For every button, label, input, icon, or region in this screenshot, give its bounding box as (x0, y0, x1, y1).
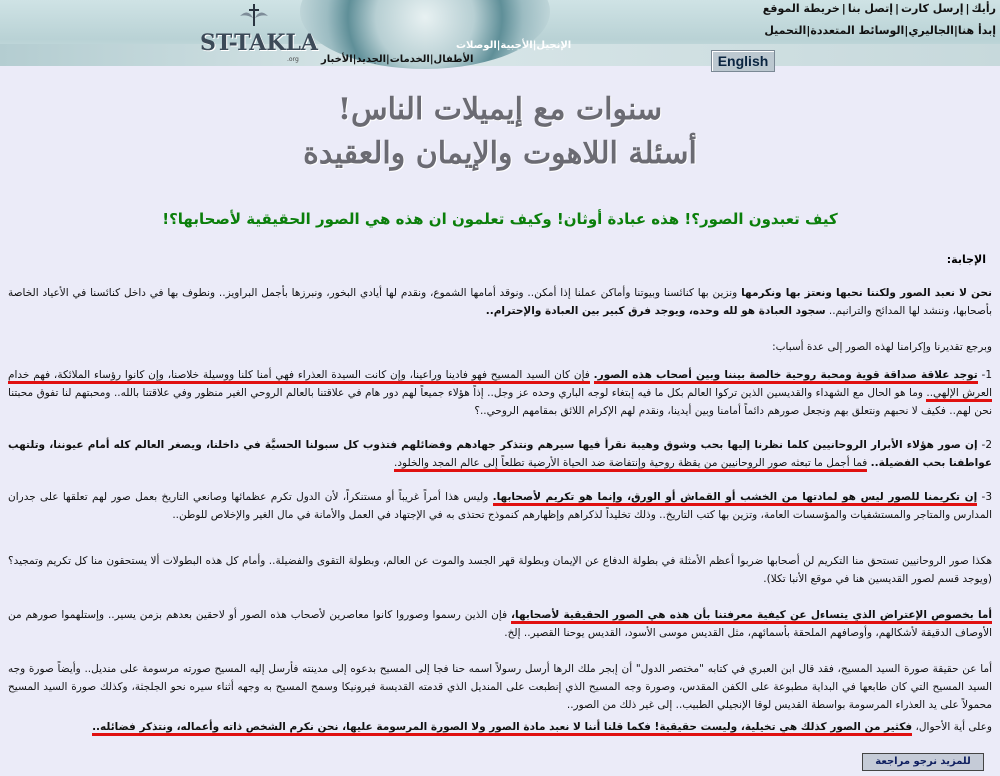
conclusion-bold: فكثير من الصور كذلك هي تخيلية، وليست حقيقية! فكما قلنا أننا لا نعبد مادة الصور ولا الصورة المرسومة عليها، نحن نكرم الشخص ذاته وأعماله، ونتذكر فضائله.. (92, 721, 912, 736)
nav-tabs-center (456, 40, 571, 51)
separator: | (532, 40, 537, 51)
reason-2-number: 2- (981, 439, 993, 451)
tab-agpeya[interactable]: الأجبية (500, 40, 533, 51)
tab-news[interactable]: الأخبار (321, 54, 353, 65)
site-logo[interactable]: ST-TAKLA (200, 30, 319, 56)
link-send-card[interactable]: إرسل كارت (901, 2, 964, 15)
paragraph-reasons: وبرجع تقديرنا وإكرامنا لهذه الصور إلى عدة أسباب: (772, 341, 992, 353)
site-logo-suffix: .org (287, 56, 299, 63)
link-start-here[interactable]: إبدأ هنا (957, 24, 996, 37)
objection-bold: أما بخصوص الإعتراض الذي يتساءل عن كيفية معرفتنا بأن هذه هي الصور الحقيقية لأصحابها، (511, 609, 992, 624)
separator: | (386, 54, 390, 65)
reason-2-bold2: فتذوب كل سبولنا الحسيَّة في داخلنا، ويصغر العالم كله أمام عيوننا، وتلتهب عواطفنا بحب الفضيلة.. (8, 439, 992, 469)
separator: | (841, 2, 846, 15)
answer-label: الإجابة: (946, 253, 986, 266)
reason-3-text: وليس هذا أمراً غريباً أو مستنكراً، لأن الدول تكرم عظمائها وصانعي التاريخ بعمل صور لهم تعلقها على جدران المدارس والمتاجر والمستشفيات والمؤسسات العامة، وتزين بها كتب التاريخ.. وذلك تخليداً لذكراهم وإظهارهم كنموذج تحتذى به في الإجتهاد في العمل والأمانة في مال الغير والإخلاص للوطن.. (8, 491, 992, 521)
intro-bold: نحن لا نعبد الصور ولكننا نحبها ونعتز بها ونكرمها (741, 287, 992, 299)
english-button[interactable]: English (711, 50, 775, 72)
conclusion-intro: وعلى أية الأحوال، (915, 721, 992, 733)
separator: | (953, 24, 958, 37)
paragraph-reason-1 (8, 366, 992, 420)
paragraph-reason-2 (8, 436, 992, 472)
paragraph-saints-images: هكذا صور الروحانيين تستحق منا التكريم لن أصحابها ضربوا أعظم الأمثلة في بطولة الدفاع عن الإيمان وبطولة قهر الجسد والموت عن العالم، وبطولة التقوى والفضيلة.. وأمام كل هذه البطولات ألا يستحقون منا كل تكريم وتمجيد؟ (ويوجد قسم لصور القديسين هنا في موقع الأنبا تكلا). (8, 555, 992, 585)
separator: | (904, 24, 909, 37)
paragraph-intro (8, 284, 992, 320)
link-contact[interactable]: إتصل بنا (847, 2, 893, 15)
reason-2-text-c: فما أجمل ما تبعثه صور الروحانيين من يقظة روحية وإنتفاضة ضد الحياة الأرضية تطلعاً إلى عالم المجد والخلود. (394, 457, 867, 472)
reason-3-number: 3- (981, 491, 993, 503)
separator: | (965, 2, 970, 15)
separator: | (352, 54, 357, 65)
paragraph-christ-image: أما عن حقيقة صورة السيد المسيح، فقد قال ابن العبري في كتابه "مختصر الدول" أن إبجر ملك الرها أرسل رسولاً اسمه حنا فجا إلى المسيح بدعوه إلى مدينته فأرسل إليه المسيح صورته مرسومة على منديل.. وأيضاً صورة وجه السيد المسيح التي كان طابعها في البداية مطبوعة على الكفن المقدس، وصورة وجه المسيح الذي إنطبعت على المنديل الذي قدمته القديسة فيرونيكا وسمح المسيح به وجهه أثناء سيره نحو الجلجثة، وكذلك صورة السيد المسيح محمولاً على يد العذراء المرسومة بواسطة القديس لوقا الإنجيلي الطبيب.. إلى غير ذلك من الصور.. (8, 663, 992, 711)
top-links-row2 (764, 24, 996, 37)
tab-services[interactable]: الخدمات (389, 54, 430, 65)
reason-3-bold: إن تكريمنا للصور ليس هو لمادتها من الخشب أو القماش أو الورق، وإنما هو تكريم لأصحابها. (493, 491, 978, 506)
page-title: سنوات مع إيميلات الناس! (337, 92, 663, 127)
page-subtitle: أسئلة اللاهوت والإيمان والعقيدة (303, 136, 697, 171)
link-sitemap[interactable]: خريطة الموقع (762, 2, 840, 15)
more-info-button[interactable]: للمزيد نرجو مراجعة (862, 753, 984, 771)
tab-new[interactable]: الجديد (356, 54, 387, 65)
paragraph-conclusion (8, 718, 992, 736)
reason-1-bold: توجد علاقة صداقة قوية ومحبة روحية خالصة بيننا وبين أصحاب هذه الصور. (594, 369, 978, 384)
objection-text: فإن الذين رسموا وصوروا كانوا معاصرين لأصحاب هذه الصور أو لاحقين بعدهم بزمن يسير.. وإستلهموا صورهم من الأوصاف الدقيقة لأشكالهم، وأوصافهم الملحقة بأسمائهم، مثل القديس موسى الأسود، القديس يوحنا القصير.. إلخ. (8, 609, 992, 639)
tab-gospel[interactable]: الإنجيل (536, 40, 572, 51)
separator: | (894, 2, 899, 15)
intro-text: ونزين بها كنائسنا وبيوتنا وأماكن عملنا إذا أمكن.. ونوقد أمامها الشموع، ونقدم لها أيادي البخور، ونبرزها بأجمل البراويز.. ونطوف بها في داخل كنائسنا في الأعياد الخاصة بأصحابها، وننشد لها المدائح والترانيم.. (8, 287, 992, 317)
top-links (763, 2, 996, 15)
link-feedback[interactable]: رأيك (971, 2, 996, 15)
reason-1-text-b: فإن كان السيد المسيح فهو فادينا وراعينا، وإن كانت السيدة العذراء فهي أمنا كلنا ووسيلة خلاصنا، وإن كانوا رؤساء الملائكة، فهم خدام العرش الإلهي.. (8, 369, 992, 402)
reason-2-bold: إن صور هؤلاء الأبرار الروحانيين كلما نظرنا إليها بحب وشوق وهيبة نقرأ فيها سيرهم ونتذكر جهادهم وفضائلهم (401, 439, 978, 451)
reason-1-number: 1- (981, 369, 993, 381)
question-heading: كيف تعبدون الصور؟! هذه عبادة أوثان! وكيف تعلمون ان هذه هي الصور الحقيقية لأصحابها؟! (162, 210, 838, 228)
link-gallery[interactable]: الجاليري (908, 24, 954, 37)
tab-links[interactable]: الوصلات (456, 40, 497, 51)
nav-tabs-bottom (321, 54, 473, 65)
paragraph-objection (8, 606, 992, 642)
separator: | (429, 54, 434, 65)
link-multimedia[interactable]: الوسائط المتعددة (810, 24, 905, 37)
winged-cross-icon (238, 2, 270, 32)
paragraph-reason-3 (8, 488, 992, 524)
tab-children[interactable]: الأطفال (433, 54, 474, 65)
link-download[interactable]: التحميل (764, 24, 807, 37)
reason-1-text-c: وما هو الحال مع الشهداء والقديسين الذين تركوا العالم بكل ما فيه إبتغاء لوجه الباري وحده عز وجل.. إذاً هؤلاء جميعاً لهم دور هام في علاقتنا بالعالم الروحي الغير منظور وفي علاقتنا بالله.. ومحبتهم لنا تفوق محبتنا نحن لهم.. فكيف لا نحبهم ونتعلق بهم ونجعل صورهم دائماً أمامنا وبين أيدينا، ونقدم لهم الإكرام اللائق بمقامهم الروحي..؟ (8, 387, 992, 417)
separator: | (806, 24, 811, 37)
separator: | (496, 40, 501, 51)
intro-bold2: سجود العبادة هو لله وحده، ويوجد فرق كبير بين العبادة والإحترام.. (485, 305, 826, 317)
